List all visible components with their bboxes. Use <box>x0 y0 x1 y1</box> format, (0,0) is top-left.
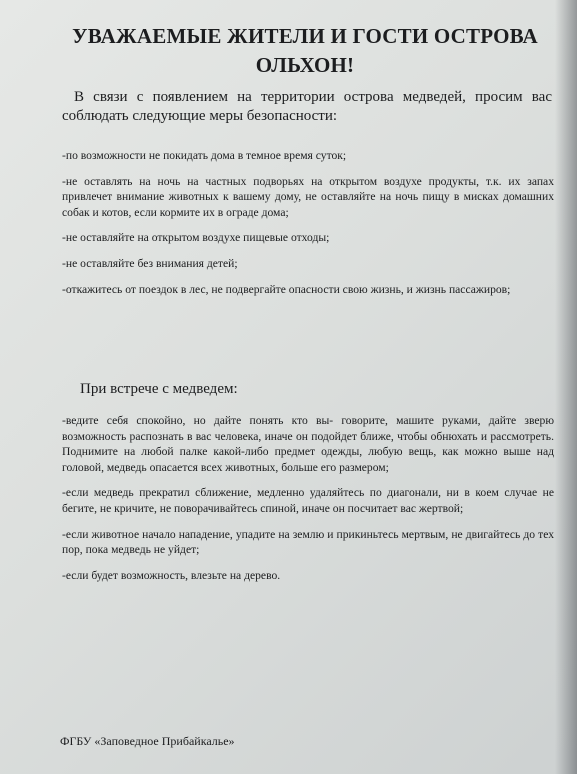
footer-signature: ФГБУ «Заповедное Прибайкалье» <box>60 734 235 748</box>
measure-item: -откажитесь от поездок в лес, не подвергайте опасности свою жизнь, и жизнь пассажиров; <box>62 282 511 296</box>
measure-item: -не оставляйте без внимания детей; <box>62 256 238 270</box>
encounter-rule-item: -если медведь прекратил сближение, медленно удаляйтесь по диагонали, ни в коем случае не бегите, не кричите, не поворачивайтесь спиной, иначе он посчитает вас жертвой; <box>62 486 554 515</box>
encounter-rule-item: -если животное начало нападение, упадите на землю и прикиньтесь мертвым, не двигайтесь до тех пор, пока медведь не уйдет; <box>62 527 554 557</box>
measure-item: -не оставлять на ночь на частных подворьях на открытом воздухе продукты, т.к. их запах привлечет внимание животных к вашему дому, не оставляйте на ночь пищу в мисках домашних собак и котов, если кормите их в ограде дома; <box>62 174 554 219</box>
encounter-heading: При встрече с медведем: <box>80 381 238 397</box>
safety-measures-list <box>62 148 554 307</box>
encounter-rule-item: -если будет возможность, влезьте на дерево. <box>62 568 281 582</box>
encounter-rule-item: -ведите себя спокойно, но дайте понять кто вы- говорите, машите руками, дайте зверю возможность распознать в вас человека, иначе он подойдет ближе, чтобы обнюхать и рассмотреть. Поднимите на любой палке какой-либо предмет одежды, любую вещь, как можно выше над головой, медведь опасается всех животных, больше его размером; <box>62 414 554 474</box>
measure-item: -не оставляйте на открытом воздухе пищевые отходы; <box>62 231 330 245</box>
measure-item: -по возможности не покидать дома в темное время суток; <box>62 149 347 162</box>
notice-title: УВАЖАЕМЫЕ ЖИТЕЛИ И ГОСТИ ОСТРОВА ОЛЬХОН! <box>72 24 538 77</box>
paper-shadow <box>555 0 577 774</box>
intro-paragraph: В связи с появлением на территории острова медведей, просим вас соблюдать следующие меры безопасности: <box>62 89 552 124</box>
encounter-rules-list <box>62 413 554 593</box>
